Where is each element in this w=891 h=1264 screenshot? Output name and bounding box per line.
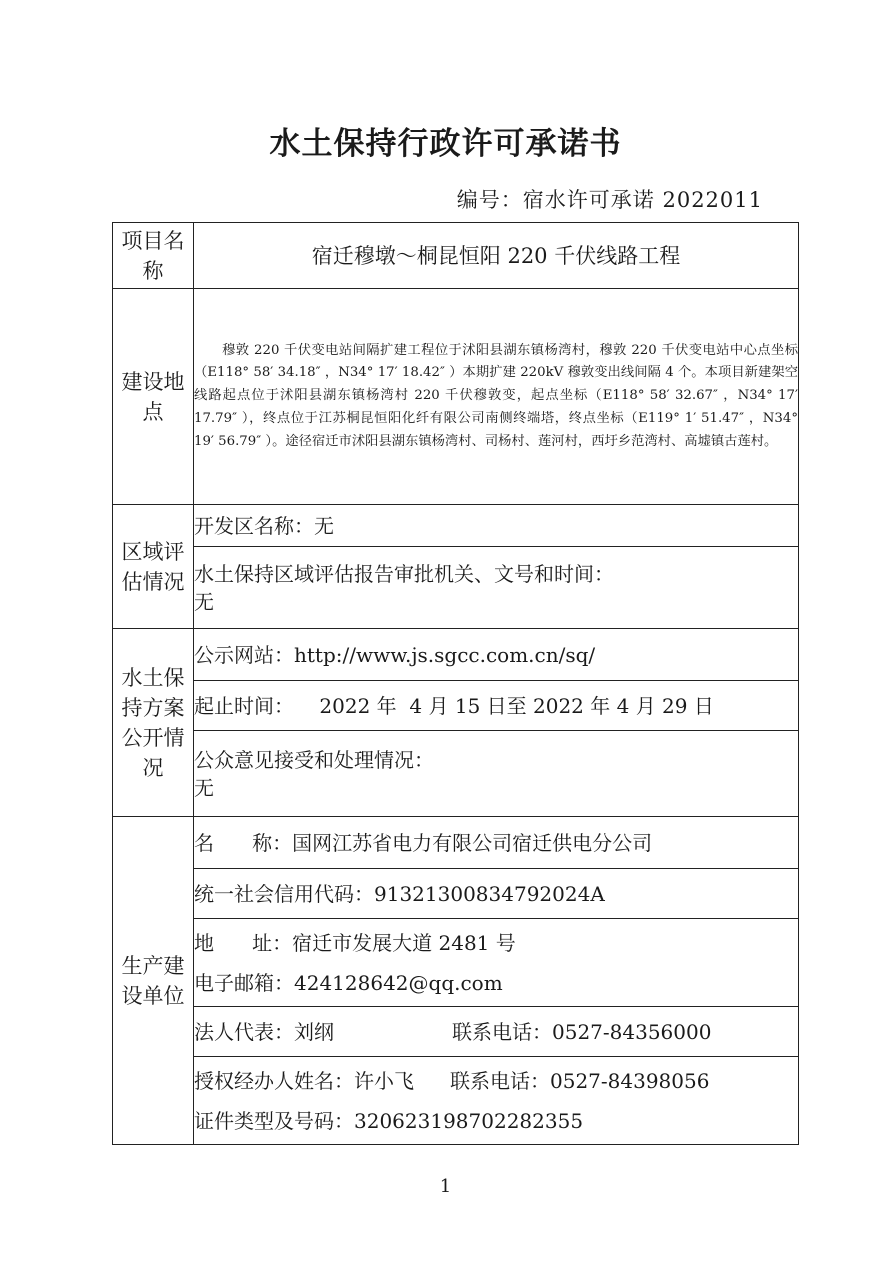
opinion-row	[113, 731, 799, 817]
dev-zone-row	[113, 505, 799, 547]
website-row	[113, 629, 799, 681]
agent-name-value: 授权经办人姓名：许小飞	[194, 1068, 414, 1093]
unit-label: 生产建设单位	[113, 817, 194, 1145]
credit-code-row	[113, 869, 799, 919]
legal-rep-row	[113, 1007, 799, 1057]
agent-phone-value: 联系电话：0527-84398056	[450, 1068, 710, 1093]
period-row	[113, 681, 799, 731]
region-report-title: 水土保持区域评估报告审批机关、文号和时间：	[194, 561, 614, 586]
region-report	[194, 547, 799, 629]
region-report-row	[113, 547, 799, 629]
project-row	[113, 223, 799, 289]
commitment-table	[112, 222, 799, 1145]
region-report-value: 无	[194, 589, 214, 614]
email-value: 电子邮箱：424128642@qq.com	[194, 970, 503, 995]
dev-zone-value: 开发区名称：无	[194, 505, 799, 547]
document-number: 编号：宿水许可承诺 2022011	[456, 188, 763, 212]
address-email	[194, 919, 799, 1007]
website-value: 公示网站：http://www.js.sgcc.com.cn/sq/	[194, 629, 799, 681]
location-row	[113, 289, 799, 505]
page-number: 1	[439, 1176, 452, 1197]
credit-code-value: 统一社会信用代码：91321300834792024A	[194, 869, 799, 919]
location-value: 穆敦 220 千伏变电站间隔扩建工程位于沭阳县湖东镇杨湾村，穆敦 220 千伏变电站中心点坐标（E118° 58′ 34.18″ ，N34° 17′ 18.42″ ）本期扩建 220kV 穆敦变出线间隔 4 个。本项目新建架空线路起点位于沭阳县湖东镇杨湾村 220 千伏穆敦变，起点坐标（E118° 58′ 32.67″ ，N34° 17′ 17.79″ ），终点位于江苏桐昆恒阳化纤有限公司南侧终端塔，终点坐标（E119° 1′ 51.47″ ，N34° 19′ 56.79″ ）。途径宿迁市沭阳县湖东镇杨湾村、司杨村、莲河村，西圩乡范湾村、高墟镇古莲村。	[194, 289, 799, 505]
period-value: 起止时间： 2022 年 4 月 15 日至 2022 年 4 月 29 日	[194, 681, 799, 731]
region-label: 区域评估情况	[113, 505, 194, 629]
project-value: 宿迁穆墩～桐昆恒阳 220 千伏线路工程	[194, 223, 799, 289]
location-label: 建设地点	[113, 289, 194, 505]
page-title: 水土保持行政许可承诺书	[269, 126, 622, 162]
opinion-value: 无	[194, 775, 214, 800]
address-value: 地 址：宿迁市发展大道 2481 号	[194, 930, 516, 955]
unit-name-value: 名 称：国网江苏省电力有限公司宿迁供电分公司	[194, 817, 799, 869]
id-doc-value: 证件类型及号码：320623198702282355	[194, 1108, 584, 1133]
opinion-title: 公众意见接受和处理情况：	[194, 747, 434, 772]
legal-rep	[194, 1007, 799, 1057]
disclosure-label: 水土保持方案公开情况	[113, 629, 194, 817]
legal-phone-value: 联系电话：0527-84356000	[452, 1019, 712, 1044]
unit-name-row	[113, 817, 799, 869]
agent-row	[113, 1057, 799, 1145]
project-label: 项目名称	[113, 223, 194, 289]
legal-rep-value: 法人代表：刘纲	[194, 1019, 334, 1044]
opinion	[194, 731, 799, 817]
address-email-row	[113, 919, 799, 1007]
agent	[194, 1057, 799, 1145]
